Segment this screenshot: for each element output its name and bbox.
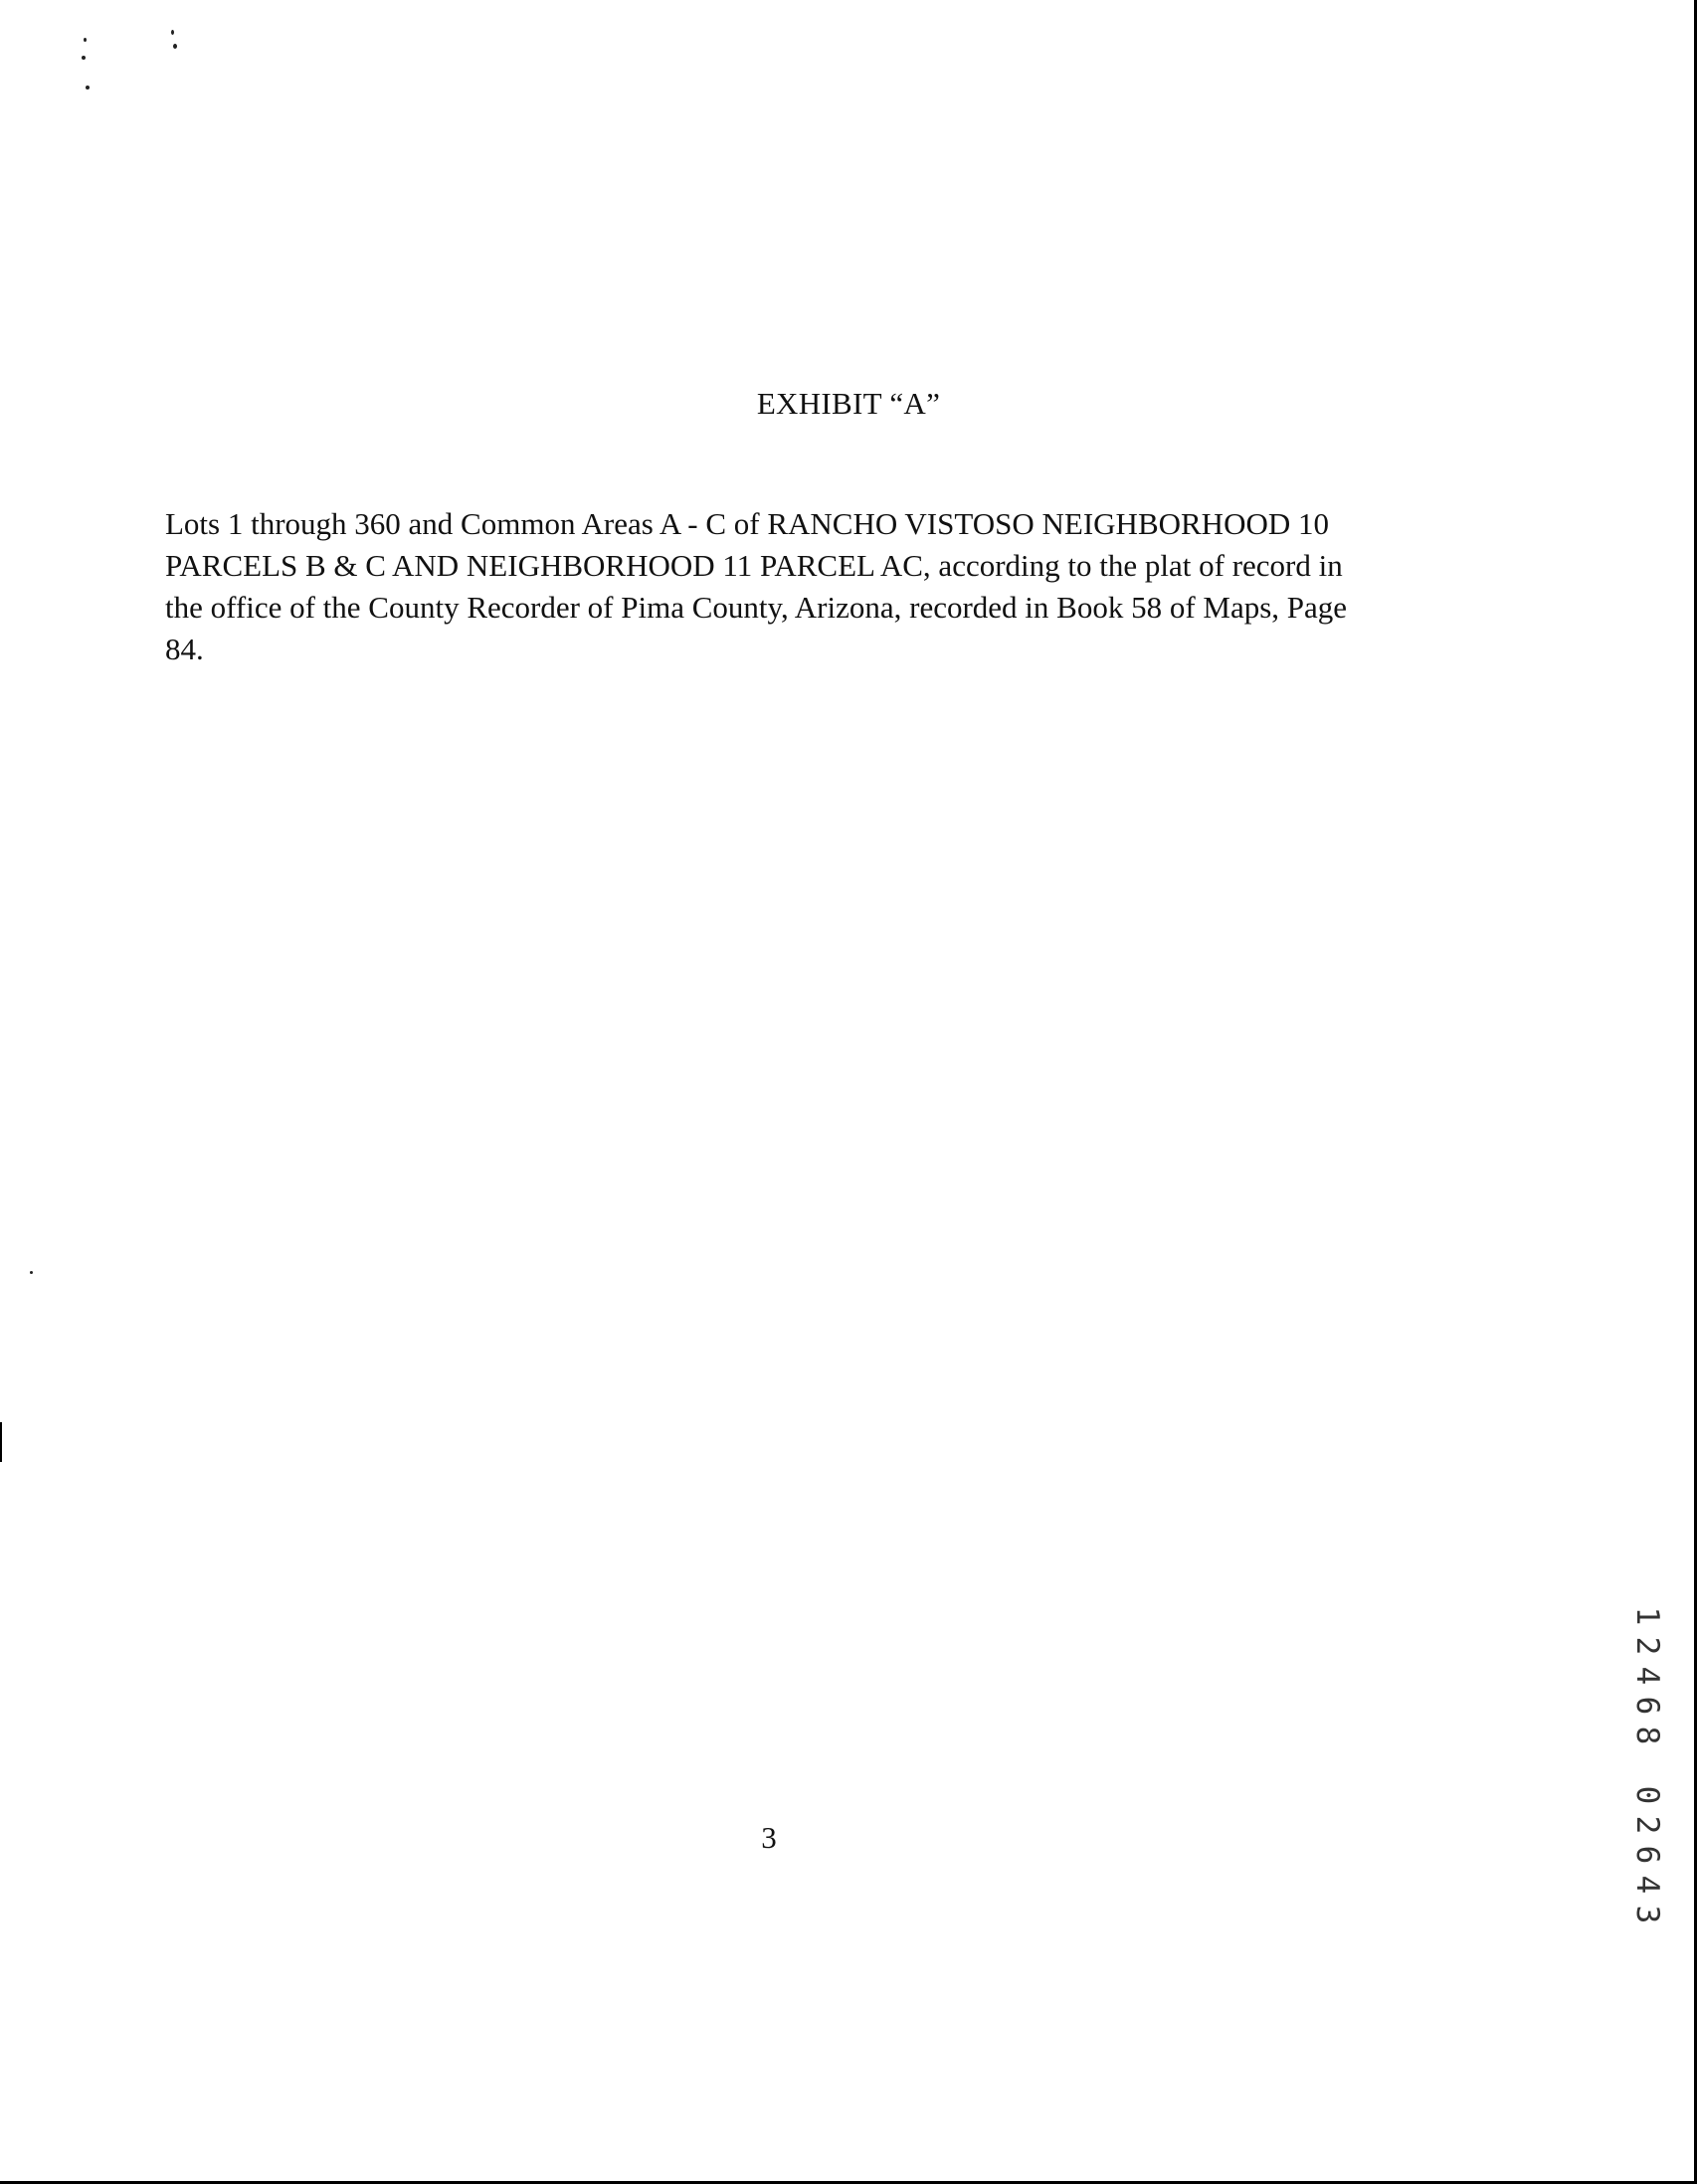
stamp-digit: 6 xyxy=(1629,1696,1665,1716)
legal-description-line: 84. xyxy=(165,632,204,666)
legal-description-line: the office of the County Recorder of Pima County, Arizona, recorded in Book 58 of Maps, Page xyxy=(165,590,1348,625)
scan-mark-left xyxy=(0,1422,2,1462)
scan-speck xyxy=(171,30,174,35)
legal-description-line: PARCELS B & C AND NEIGHBORHOOD 11 PARCEL AC, according to the plat of record in xyxy=(165,548,1343,583)
legal-description xyxy=(165,503,1510,670)
page-number: 3 xyxy=(761,1820,777,1855)
stamp-digit: 2 xyxy=(1629,1636,1665,1656)
stamp-digit: 8 xyxy=(1629,1726,1665,1745)
recording-stamp xyxy=(1627,1601,1667,1929)
legal-description-line: Lots 1 through 360 and Common Areas A - C of RANCHO VISTOSO NEIGHBORHOOD 10 xyxy=(165,506,1329,541)
stamp-digit: 4 xyxy=(1629,1875,1665,1895)
stamp-digit: 0 xyxy=(1629,1785,1665,1805)
stamp-digit: 3 xyxy=(1629,1905,1665,1924)
scan-speck xyxy=(86,86,90,90)
scan-speck xyxy=(84,38,87,42)
stamp-digit: 1 xyxy=(1629,1606,1665,1626)
scan-speck xyxy=(82,56,86,60)
stamp-digit: 4 xyxy=(1629,1666,1665,1686)
scan-speck xyxy=(30,1271,33,1274)
stamp-digit: 6 xyxy=(1629,1845,1665,1865)
exhibit-title: EXHIBIT “A” xyxy=(756,386,941,421)
stamp-digit: 2 xyxy=(1629,1815,1665,1835)
scan-speck xyxy=(173,44,177,49)
